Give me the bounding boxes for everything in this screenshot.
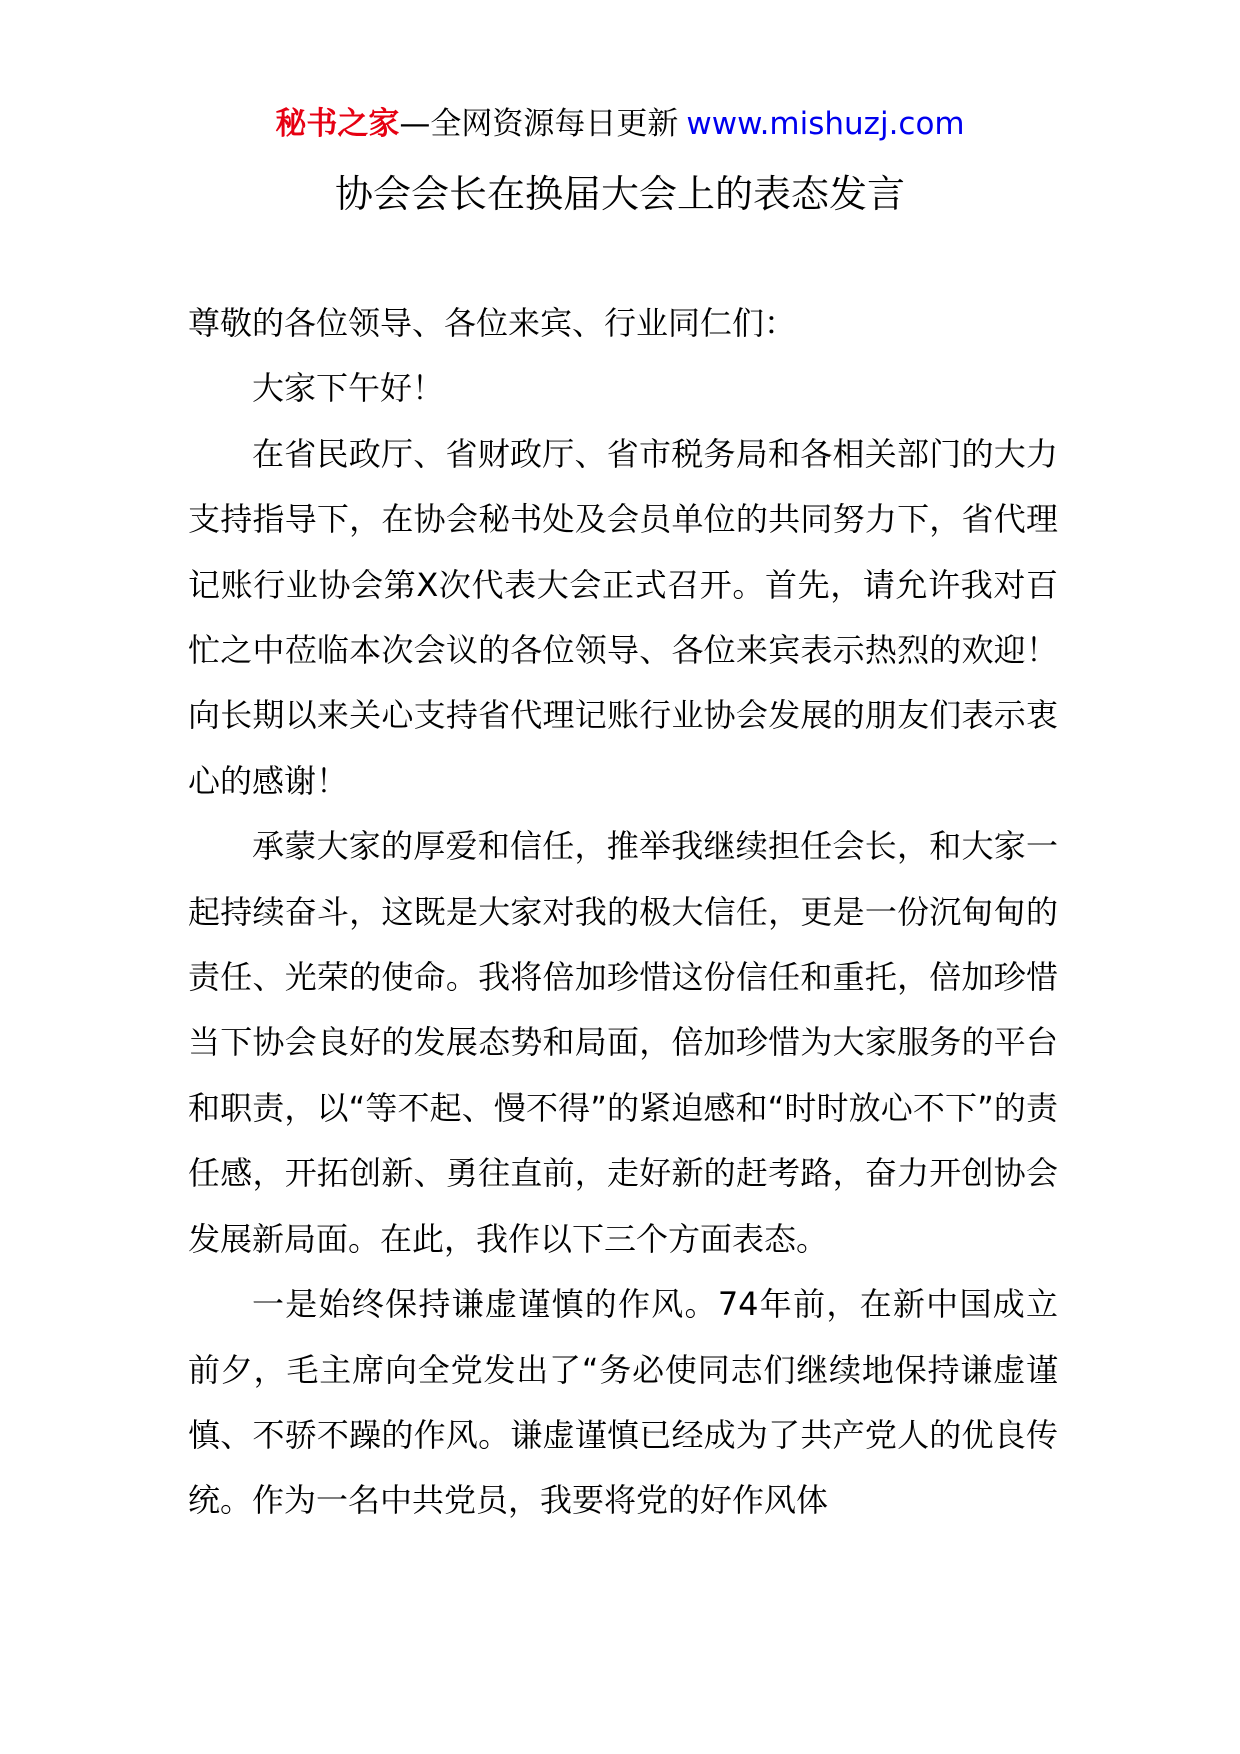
paragraph-point-one: 一是始终保持谦虚谨慎的作风。74年前，在新中国成立前夕，毛主席向全党发出了“务必使同志们继续地保持谦虚谨慎、不骄不躁的作风。谦虚谨慎已经成为了共产党人的优良传统。作为一名中共党员，我要将党的好作风体 bbox=[188, 1285, 1058, 1520]
paragraph-greeting: 大家下午好！ bbox=[252, 369, 445, 408]
site-url-link[interactable]: www.mishuzj.com bbox=[686, 106, 965, 142]
site-brand: 秘书之家 bbox=[275, 106, 400, 142]
paragraph-opening: 在省民政厅、省财政厅、省市税务局和各相关部门的大力支持指导下，在协会秘书处及会员单位的共同努力下，省代理记账行业协会第X次代表大会正式召开。首先，请允许我对百忙之中莅临本次会议的各位领导、各位来宾表示热烈的欢迎！向长期以来关心支持省代理记账行业协会发展的朋友们表示衷心的感谢！ bbox=[188, 434, 1058, 800]
document-title: 协会会长在换届大会上的表态发言 bbox=[334, 172, 905, 216]
site-header bbox=[0, 102, 1240, 146]
site-tagline: —全网资源每日更新 bbox=[399, 106, 679, 142]
paragraph-acceptance: 承蒙大家的厚爱和信任，推举我继续担任会长，和大家一起持续奋斗，这既是大家对我的极大信任，更是一份沉甸甸的责任、光荣的使命。我将倍加珍惜这份信任和重托，倍加珍惜当下协会良好的发展态势和局面，倍加珍惜为大家服务的平台和职责，以“等不起、慢不得”的紧迫感和“时时放心不下”的责任感，开拓创新、勇往直前，走好新的赶考路，奋力开创协会发展新局面。在此，我作以下三个方面表态。 bbox=[188, 827, 1058, 1258]
salutation: 尊敬的各位领导、各位来宾、行业同仁们： bbox=[188, 304, 797, 342]
document-body bbox=[188, 291, 1058, 1534]
